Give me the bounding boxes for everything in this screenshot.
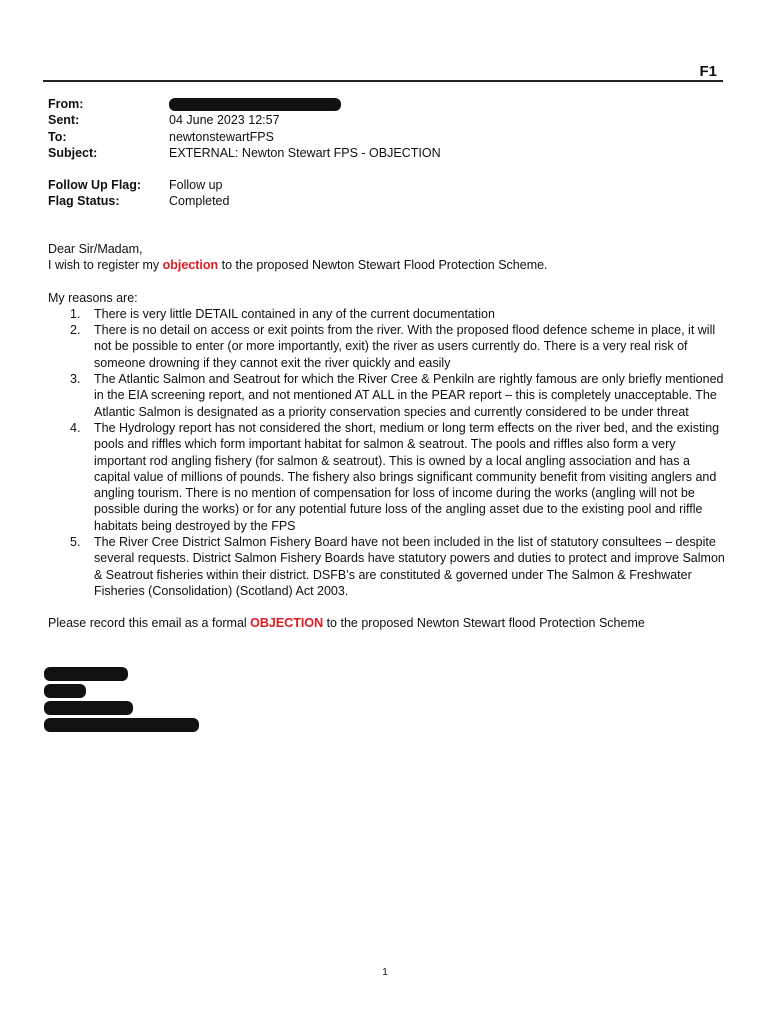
flag-row	[48, 177, 728, 193]
status-label: Flag Status:	[48, 194, 120, 209]
list-text: There is very little DETAIL contained in any of the current documentation	[94, 306, 495, 321]
list-item	[48, 322, 728, 371]
list-item	[48, 371, 728, 420]
to-value: newtonstewartFPS	[169, 129, 274, 144]
list-text: The Atlantic Salmon and Seatrout for which the River Cree & Penkiln are rightly famous are only briefly mentioned in the EIA screening report, and not mentioned AT ALL in the PEAR report – this is completely unacceptable. The Atlantic Salmon is designated as a priority conservation species and currently considered to be under threat	[94, 372, 724, 419]
intro-pre: I wish to register my	[48, 258, 163, 273]
redacted-sender	[169, 98, 341, 111]
subject-row	[48, 145, 728, 161]
closing-highlight: OBJECTION	[250, 616, 324, 631]
header-rule	[43, 80, 723, 82]
list-number: 1.	[70, 306, 81, 321]
reasons-list	[48, 306, 728, 599]
from-row	[48, 96, 728, 112]
sent-row	[48, 112, 728, 128]
intro	[48, 257, 728, 273]
subject-label: Subject:	[48, 145, 98, 160]
from-label: From:	[48, 97, 84, 111]
list-item	[48, 306, 728, 322]
to-row	[48, 129, 728, 145]
list-number: 5.	[70, 535, 81, 550]
redacted-line	[44, 667, 128, 681]
list-text: The Hydrology report has not considered the short, medium or long term effects on the river bed, and the existing pools and riffles which form important habitat for salmon & seatrout. The pools and riffles also form a very important rod angling fishery (for salmon & seatrout). This is owned by a local angling association and has a capital value of millions of pounds. The fishery also brings significant community benefit from visiting anglers and angling tourism. There is no mention of compensation for loss of income during the works (angling will not be possible during the works) or for any potential future loss of the angling asset due to the existing pool and riffle habitats being destroyed by the FPS	[94, 420, 720, 533]
list-text: The River Cree District Salmon Fishery Board have not been included in the list of statutory consultees – despite several requests. District Salmon Fishery Boards have statutory powers and duties to protect and improve Salmon & Seatrout fisheries within their district. DSFB’s are constituted & governed under The Salmon & Freshwater Fisheries (Consolidation) (Scotland) Act 2003.	[94, 535, 725, 598]
redacted-line	[44, 684, 86, 698]
page-id: F1	[699, 63, 717, 80]
list-item	[48, 534, 728, 599]
email-header	[48, 96, 728, 210]
list-number: 4.	[70, 420, 81, 435]
sent-value: 04 June 2023 12:57	[169, 113, 280, 128]
redacted-signature	[44, 667, 199, 735]
subject-value: EXTERNAL: Newton Stewart FPS - OBJECTION	[169, 145, 441, 160]
list-item	[48, 420, 728, 534]
reasons-heading: My reasons are:	[48, 290, 138, 305]
list-number: 3.	[70, 372, 81, 387]
list-text: There is no detail on access or exit points from the river. With the proposed flood defence scheme in place, it will not be possible to enter (or more importantly, exit) the river as users currently do. There is a very real risk of someone drowning if they cannot exit the river quickly and easily	[94, 323, 716, 370]
redacted-line	[44, 701, 133, 715]
to-label: To:	[48, 129, 67, 144]
flag-label: Follow Up Flag:	[48, 178, 142, 193]
intro-post: to the proposed Newton Stewart Flood Protection Scheme.	[218, 258, 548, 273]
email-body	[48, 241, 728, 632]
page-number: 1	[382, 967, 388, 978]
sent-label: Sent:	[48, 113, 80, 128]
closing-pre: Please record this email as a formal	[48, 616, 251, 631]
redacted-line	[44, 718, 199, 732]
flag-value: Follow up	[169, 178, 223, 193]
greeting: Dear Sir/Madam,	[48, 242, 143, 256]
status-row	[48, 193, 728, 209]
intro-highlight: objection	[162, 258, 219, 273]
closing	[48, 615, 728, 631]
list-number: 2.	[70, 323, 81, 338]
status-value: Completed	[169, 194, 230, 209]
closing-post: to the proposed Newton Stewart flood Protection Scheme	[323, 616, 645, 631]
